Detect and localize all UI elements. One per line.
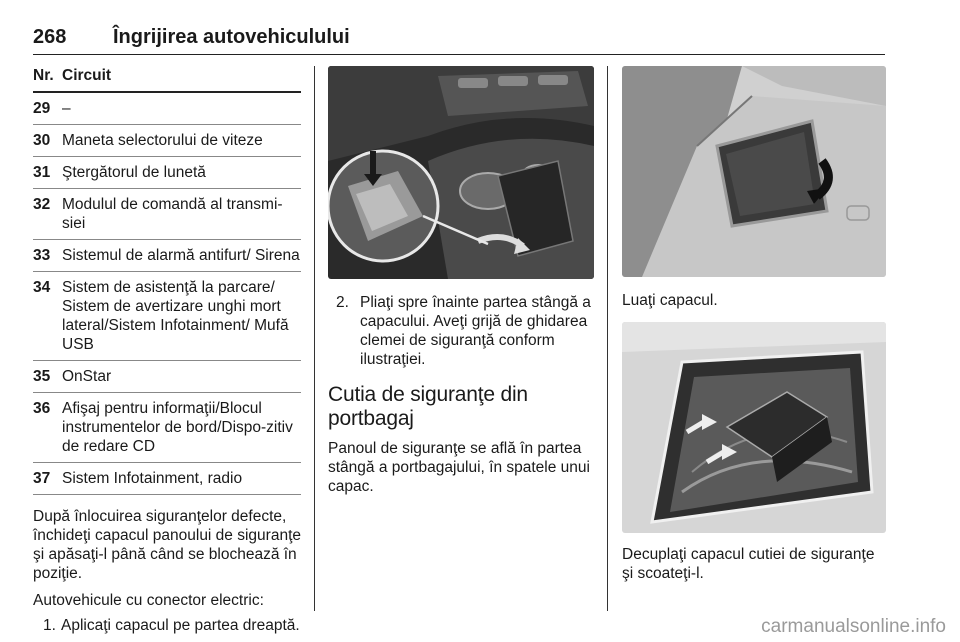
table-row (33, 189, 301, 240)
row-nr: 31 (33, 164, 51, 181)
console-fuse-cover-illustration (328, 66, 594, 279)
middle-column (328, 66, 594, 496)
section-heading: Cutia de siguranţe din portbagaj (328, 383, 528, 430)
row-text: Sistem de asistenţă la parcare/ Sistem de avertizare unghi mort lateral/Sistem Infotainment/ Mufă USB (62, 279, 289, 353)
section-paragraph: Panoul de siguranţe se află în partea stângă a portbagajului, în spatele unui capac. (328, 440, 590, 495)
row-text: Sistemul de alarmă antifurt/ Sirena (62, 247, 300, 264)
table-row (33, 93, 301, 125)
row-nr: 37 (33, 470, 51, 487)
row-text: Modulul de comandă al transmi-siei (62, 196, 283, 232)
row-text: Sistem Infotainment, radio (62, 470, 243, 487)
table-row (33, 463, 301, 495)
caption-decouple-fuse-box: Decuplaţi capacul cutiei de siguranţe şi scoateţi-l. (622, 546, 875, 582)
fuse-box-illustration (622, 322, 886, 533)
column-divider (607, 66, 608, 611)
table-row (33, 393, 301, 463)
page-header (33, 24, 885, 55)
row-nr: 36 (33, 400, 51, 417)
column-divider (314, 66, 315, 611)
paragraph-after-replace: După înlocuirea siguranţelor defecte, închideţi capacul panoului de siguranţe şi apăsaţi-l până când se blochează în poziţie. (33, 508, 301, 582)
table-row (33, 157, 301, 189)
row-text: Afişaj pentru informaţii/Blocul instrumentelor de bord/Dispo-zitiv de redare CD (62, 400, 293, 455)
table-row (33, 125, 301, 157)
row-nr: 32 (33, 196, 51, 213)
fuse-table (33, 93, 301, 495)
table-row (33, 361, 301, 393)
header-circuit: Circuit (62, 67, 112, 84)
step-number: 2. (336, 294, 349, 311)
table-row (33, 240, 301, 272)
row-nr: 30 (33, 132, 51, 149)
table-row (33, 272, 301, 361)
row-text: Ştergătorul de lunetă (62, 164, 206, 181)
step-2 (328, 293, 594, 369)
step-text: Aplicaţi capacul pe partea dreaptă. (61, 617, 300, 634)
page-title: Îngrijirea autovehiculului (113, 26, 350, 48)
caption-remove-cover: Luaţi capacul. (622, 292, 718, 309)
row-nr: 34 (33, 279, 51, 296)
step-text: Pliaţi spre înainte partea stângă a capacului. Aveţi grijă de ghidarea clemei de siguranţă conform ilustraţiei. (360, 294, 591, 368)
page-number: 268 (33, 26, 67, 48)
watermark: carmanualsonline.info (761, 616, 946, 637)
row-text: OnStar (62, 368, 112, 385)
header-nr: Nr. (33, 67, 54, 84)
step-number: 1. (43, 617, 56, 634)
step-1 (33, 616, 301, 635)
left-column (33, 66, 301, 635)
row-nr: 35 (33, 368, 51, 385)
row-text: – (62, 100, 71, 117)
fuse-table-header (33, 66, 301, 93)
right-column (622, 66, 886, 583)
row-nr: 33 (33, 247, 51, 264)
trunk-cover-illustration (622, 66, 886, 277)
row-nr: 29 (33, 100, 51, 117)
row-text: Maneta selectorului de viteze (62, 132, 263, 149)
paragraph-electric: Autovehicule cu conector electric: (33, 592, 264, 609)
